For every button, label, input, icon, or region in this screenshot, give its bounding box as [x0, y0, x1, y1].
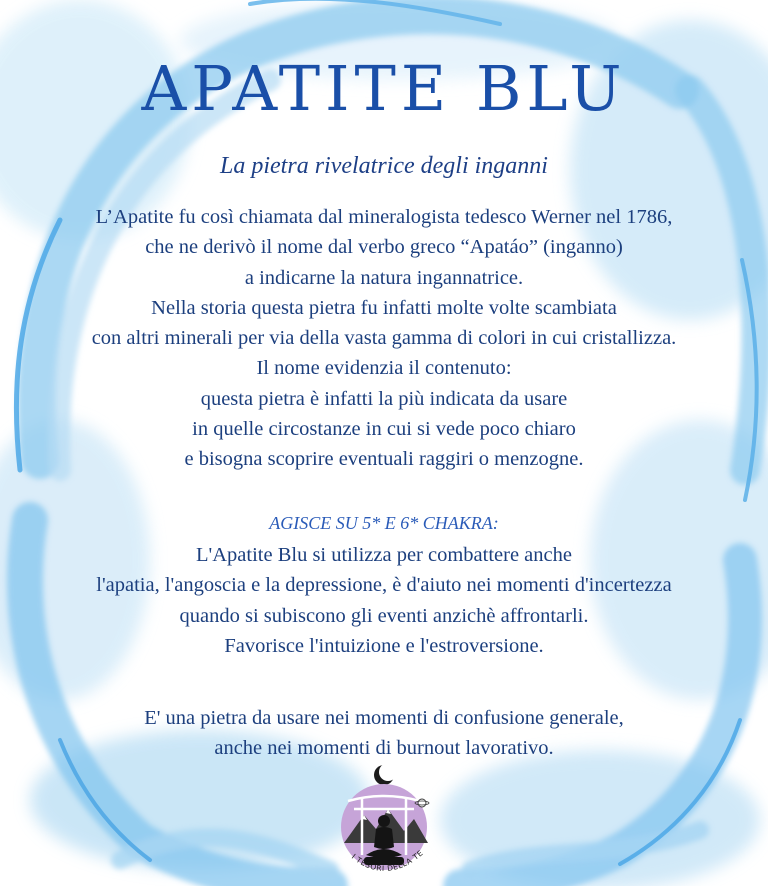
text-line: che ne derivò il nome dal verbo greco “Apatáo” (inganno) — [145, 236, 623, 259]
chakra-heading: AGISCE SU 5* E 6* CHAKRA: — [269, 513, 499, 533]
description-paragraph — [0, 202, 768, 475]
text-line: quando si subiscono gli eventi anzichè affrontarli. — [179, 604, 589, 627]
text-line: questa pietra è infatti la più indicata da usare — [200, 387, 568, 410]
text-line: in quelle circostanze in cui si vede poco chiaro — [192, 418, 576, 441]
logo-text: I TESORI DELLA TE — [349, 848, 425, 874]
text-line: Il nome evidenzia il contenuto: — [256, 357, 512, 380]
text-line: Favorisce l'intuizione e l'estroversione. — [224, 634, 544, 657]
text-line: a indicarne la natura ingannatrice. — [244, 266, 524, 289]
brand-logo — [332, 763, 436, 883]
text-line: anche nei momenti di burnout lavorativo. — [214, 737, 554, 760]
benefits-paragraph — [0, 540, 768, 661]
usage-paragraph — [0, 703, 768, 764]
meditating-figure-logo-icon — [332, 763, 436, 883]
text-line: L’Apatite fu così chiamata dal mineralogista tedesco Werner nel 1786, — [95, 206, 673, 228]
page-subtitle: La pietra rivelatrice degli inganni — [220, 153, 548, 179]
text-line: L'Apatite Blu si utilizza per combattere anche — [196, 544, 572, 566]
text-line: E' una pietra da usare nei momenti di confusione generale, — [144, 707, 624, 729]
text-line: Nella storia questa pietra fu infatti molte volte scambiata — [151, 296, 617, 319]
text-line: con altri minerali per via della vasta gamma di colori in cui cristallizza. — [91, 327, 677, 350]
page-title: APATITE BLU — [141, 52, 627, 125]
text-line: e bisogna scoprire eventuali raggiri o menzogne. — [184, 448, 584, 471]
text-line: l'apatia, l'angoscia e la depressione, è d'aiuto nei momenti d'incertezza — [96, 574, 672, 597]
